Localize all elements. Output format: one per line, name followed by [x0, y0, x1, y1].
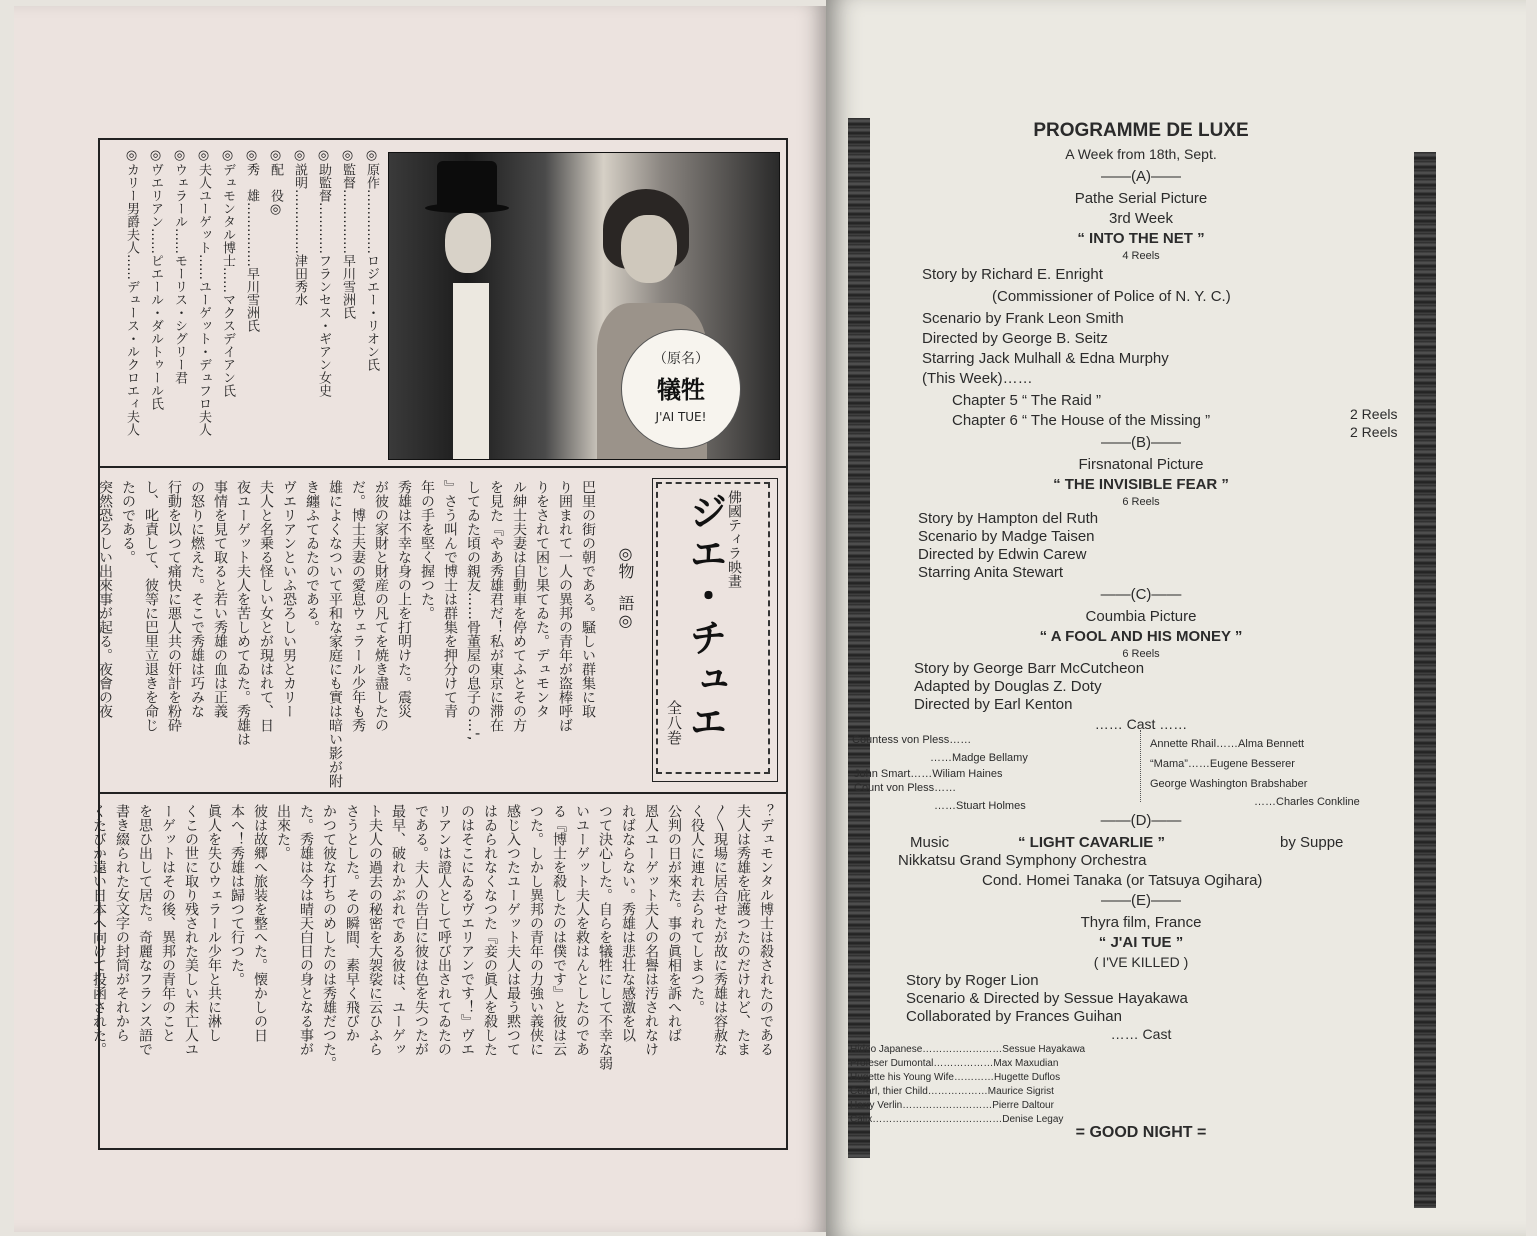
chapter-6-reels: 2 Reels — [1350, 424, 1398, 440]
section-d-composer: by Suppe — [1280, 834, 1344, 851]
vertical-text-line: 彼は故郷へ旅装を整へた。懐かしの日 — [252, 804, 268, 1042]
section-c-reels: 6 Reels — [1122, 648, 1160, 660]
vertical-text-line: ◎監督……………早川雪洲氏 — [340, 148, 355, 319]
section-a-credit: Story by Richard E. Enright — [922, 266, 1103, 283]
film-still-photo — [388, 152, 780, 460]
synopsis-heading: ◎物 語◎ — [616, 544, 635, 630]
section-e-credit: Story by Roger Lion — [906, 972, 1039, 989]
cast-line: ……Charles Conkline — [1254, 796, 1360, 808]
vertical-text-line: ◎助監督…………フランセス・ギアン女史 — [316, 148, 331, 397]
vertical-text-line: 事情を見て取ると若い秀雄の血は正義 — [212, 480, 228, 718]
section-d-conductor: Cond. Homei Tanaka (or Tatsuya Ogihara) — [982, 872, 1263, 889]
cast-line: Harry Verlin………………………Pierre Daltour — [850, 1100, 1054, 1111]
vertical-text-line: を思ひ出して居た。奇麗なフランス語で — [137, 804, 153, 1056]
vertical-text-line: ◎原作……………ロジエー・リオン氏 — [364, 148, 379, 371]
actor-face-shape — [445, 213, 491, 273]
vertical-text-line: くこの世に取り残された美しい未亡人ユ — [183, 804, 199, 1056]
section-e-title: “ J'AI TUE ” — [1098, 934, 1184, 951]
vertical-text-line: 眞人を失ひウェラール少年と共に淋し — [206, 804, 222, 1042]
vertical-text-line: 書き綴られた女文字の封筒がそれから — [114, 804, 130, 1042]
vertical-text-line: 』さう叫んで博士は群集を押分けて青 — [442, 480, 458, 718]
section-c-title: “ A FOOL AND HIS MONEY ” — [1039, 628, 1243, 645]
right-page-programme — [826, 0, 1526, 1236]
vertical-text-line: つて決心した。自らを犠牲にして不幸な弱 — [597, 804, 613, 1070]
cast-line: Annette Rhail……Alma Bennett — [1150, 738, 1305, 750]
cast-line: Countess von Pless…… — [852, 734, 972, 746]
chapter-5: Chapter 5 “ The Raid ” — [952, 392, 1101, 409]
badge-original-label: （原名） — [653, 351, 709, 367]
vertical-text-line: だ。博士夫妻の愛息ウェラール少年も秀 — [350, 480, 366, 732]
hat-brim-shape — [425, 203, 509, 213]
section-e-credit: Collaborated by Frances Guihan — [906, 1008, 1122, 1025]
section-e-credit: Scenario & Directed by Sessue Hayakawa — [906, 990, 1188, 1007]
section-b-company: Firsnatonal Picture — [1078, 456, 1204, 473]
section-d-marker: ——(D)—— — [1100, 812, 1182, 829]
section-b-credit: Scenario by Madge Taisen — [918, 528, 1095, 545]
vertical-text-line: ◎デュモンタル博士……マクスデイアン氏 — [220, 148, 235, 397]
badge-title: 犠牲 — [657, 376, 705, 404]
vertical-text-line: ◎カリー男爵夫人……デュース・ルクロエィ夫人 — [124, 148, 139, 436]
left-page-japanese — [14, 6, 826, 1232]
cast-line: Hideo Japanese……………………Sessue Hayakawa — [850, 1044, 1086, 1055]
vertical-text-line: 行動を以つて痛快に悪人共の奸計を粉砕 — [166, 480, 182, 732]
vertical-text-line: 年の手を堅く握つた。 — [419, 480, 435, 620]
decorative-border-left — [848, 118, 870, 1158]
vertical-text-line: たのである。 — [120, 480, 136, 564]
cast-line: Count von Pless…… — [854, 782, 957, 794]
vertical-text-line: る『博士を殺したのは僕です』と彼は云 — [551, 804, 567, 1056]
actress-face-shape — [621, 215, 677, 283]
vertical-text-line: ◎ヴエリアン……ピエール・ダルトゥール氏 — [148, 148, 163, 410]
cast-line: “Mama”……Eugene Besserer — [1150, 758, 1295, 770]
programme-subtitle: A Week from 18th, Sept. — [1065, 146, 1217, 162]
vertical-text-line: 秀雄は不幸な身の上を打明けた。震災 — [396, 480, 412, 718]
vertical-text-line: 雄によくなついて平和な家庭にも實は暗い影が附 — [327, 480, 343, 788]
section-c-cast-heading: …… Cast …… — [1094, 716, 1188, 732]
vertical-text-line: リアンは證人として呼び出されてゐたの — [436, 804, 452, 1056]
vertical-text-line: が彼の家財と財産の凡てを焼き盡したの — [373, 480, 389, 732]
section-d-title: “ LIGHT CAVARLIE ” — [1018, 834, 1165, 851]
vertical-text-line: かつて彼な打ちのめしたのは秀雄だつた。 — [321, 804, 337, 1070]
section-e-subtitle: ( I'VE KILLED ) — [1093, 954, 1189, 970]
section-b-marker: ——(B)—— — [1101, 434, 1181, 451]
chapter-5-reels: 2 Reels — [1350, 406, 1398, 422]
vertical-text-line: 夫人と名乗る怪しい女とが現はれて、日 — [258, 480, 274, 732]
badge-english-title: J'AI TUE! — [655, 410, 707, 424]
vertical-text-line: 公判の日が來た。事の眞相を訴へれば — [666, 804, 682, 1042]
section-a-week: 3rd Week — [1109, 210, 1173, 227]
film-title-japanese: ジエ・チュエ — [683, 492, 727, 744]
vertical-text-line: ればならない。秀雄は悲壮な感激を以 — [620, 804, 636, 1042]
photo-title-badge — [621, 329, 741, 449]
programme-content — [850, 112, 1412, 1152]
vertical-text-line: はゐられなくなつた『妾の眞人を殺した — [482, 804, 498, 1056]
vertical-text-line: た。秀雄は今は晴天白日の身となる事が — [298, 804, 314, 1056]
section-c-company: Coumbia Picture — [1085, 608, 1197, 625]
cast-line: John Smart……Wiliam Haines — [854, 768, 1003, 780]
cast-line: Cerarl, thier Child………………Maurice Sigrist — [850, 1086, 1054, 1097]
section-a-credit: Starring Jack Mulhall & Edna Murphy — [922, 350, 1169, 367]
decorative-border-right — [1414, 152, 1436, 1208]
reel-count: 全八巻 — [665, 700, 683, 745]
section-a-title: “ INTO THE NET ” — [1077, 230, 1205, 247]
vertical-text-line: 突然恐ろしい出來事が起る。夜會の夜 — [97, 480, 113, 718]
vertical-text-line: ◎夫人ユーゲット……ユーゲット・デュフロ夫人 — [196, 148, 211, 436]
vertical-text-line: 巴里の街の朝である。騒しい群集に取 — [580, 480, 596, 718]
section-b-reels: 6 Reels — [1122, 496, 1160, 508]
cast-line: Calix…………………………………Denise Legay — [850, 1114, 1064, 1125]
programme-footer: = GOOD NIGHT = — [1075, 1124, 1207, 1141]
section-b-credit: Directed by Edwin Carew — [918, 546, 1087, 563]
section-c-credit: Story by George Barr McCutcheon — [914, 660, 1145, 677]
vertical-text-line: りをされて困じ果てゐた。デュモンタ — [534, 480, 550, 718]
vertical-text-line: ル紳士夫妻は自動車を停めてふとその方 — [511, 480, 527, 732]
section-b-title: “ THE INVISIBLE FEAR ” — [1053, 476, 1229, 493]
article-frame — [91, 138, 788, 1150]
section-a-credit: (Commissioner of Police of N. Y. C.) — [992, 288, 1231, 305]
studio-label: 佛國ティラ映畫 — [726, 490, 742, 588]
section-d-orchestra: Nikkatsu Grand Symphony Orchestra — [898, 852, 1147, 869]
section-e-company: Thyra film, France — [1080, 914, 1202, 931]
vertical-text-line: くたびか遠い日本へ向けて投函された。 — [91, 804, 107, 1056]
programme-title: PROGRAMME DE LUXE — [1033, 120, 1249, 141]
vertical-text-line: いユーゲット夫人を救はんとしたのであ — [574, 804, 590, 1056]
vertical-text-line: 本へ！秀雄は歸つて行つた。 — [229, 804, 245, 986]
chapter-6: Chapter 6 “ The House of the Missing ” — [952, 412, 1211, 429]
vertical-text-line: 最早、破れかぶれである彼は、ユーゲッ — [390, 804, 406, 1056]
vertical-text-line: 夜ユーゲット夫人を苦しめてゐた。秀雄は — [235, 480, 251, 746]
vertical-text-line: を見た『やあ秀雄君だ！私が東京に滞在 — [488, 480, 504, 732]
top-hat-shape — [437, 161, 497, 207]
synopsis-top-block — [97, 480, 598, 788]
vertical-text-line: の怒りに燃えた。そこで秀雄は巧みな — [189, 480, 205, 718]
vertical-text-line: である。夫人の告白に彼は色を失つたが — [413, 804, 429, 1056]
vertical-text-line: 夫人は秀雄を庇護つたのだけれど、たま — [735, 804, 751, 1056]
vertical-text-line: ◎説明……………津田秀水 — [292, 148, 307, 306]
vertical-text-line: さうとした。その瞬間、素早く飛びか — [344, 804, 360, 1042]
vertical-text-line: ◎秀 雄……………早川雪洲氏 — [244, 148, 259, 332]
vertical-text-line: ーゲットはその後、異邦の青年のこと — [160, 804, 176, 1042]
section-a-reels: 4 Reels — [1122, 250, 1160, 262]
vertical-text-line: く役人に連れ去られてしまつた。 — [689, 804, 705, 1014]
shirt-front-shape — [453, 283, 489, 459]
section-c-credit: Adapted by Douglas Z. Doty — [914, 678, 1102, 695]
vertical-text-line: 感じ入つたユーゲット夫人は最う黙つて — [505, 804, 521, 1056]
vertical-text-line: のはそこにゐるヴエリアンです！』ヴエ — [459, 804, 475, 1056]
vertical-text-line: ◎ウェラール……モーリス・シグリー君 — [172, 148, 187, 384]
vertical-text-line: ？デュモンタル博士は殺されたのである — [758, 804, 774, 1056]
vertical-text-line: 出來た。 — [275, 804, 291, 860]
section-d-music-label: Music — [910, 834, 950, 851]
cast-line: Hugette his Young Wife…………Hugette Duflos — [850, 1072, 1061, 1083]
vertical-text-line: ト夫人の過去の秘密を大袈裟に云ひふら — [367, 804, 383, 1056]
vertical-text-line: き纏ふてゐたのである。 — [304, 480, 320, 634]
vertical-text-line: 恩人ユーゲット夫人の名譽は汚されなけ — [643, 804, 659, 1056]
section-a-credit: Scenario by Frank Leon Smith — [922, 310, 1124, 327]
section-a-company: Pathe Serial Picture — [1074, 190, 1208, 207]
vertical-text-line: ヴエリアンといふ恐ろしい男とカリー — [281, 480, 297, 718]
vertical-text-line: し、叱責して、彼等に巴里立退きを命じ — [143, 480, 159, 732]
vertical-text-line: 〳〵現場に居合せたが故に秀雄は容赦な — [712, 804, 728, 1056]
cast-line: Profeser Dumontal………………Max Maxudian — [850, 1058, 1059, 1069]
divider-line — [100, 792, 786, 794]
section-e-marker: ——(E)—— — [1101, 892, 1181, 909]
section-b-credit: Starring Anita Stewart — [918, 564, 1064, 581]
synopsis-bottom-block — [91, 804, 776, 1140]
vertical-text-line: り囲まれて一人の異邦の青年が盗棒呼ば — [557, 480, 573, 732]
cast-line: George Washington Brabshaber — [1150, 778, 1308, 790]
cast-line: ……Madge Bellamy — [930, 752, 1028, 764]
section-c-credit: Directed by Earl Kenton — [914, 696, 1073, 713]
cast-line: ……Stuart Holmes — [934, 800, 1026, 812]
section-e-cast-heading: …… Cast — [1110, 1026, 1172, 1042]
divider-line — [100, 466, 786, 468]
section-b-credit: Story by Hampton del Ruth — [918, 510, 1099, 527]
credits-column — [104, 148, 382, 458]
vertical-text-line: してゐた頃の親友……骨董屋の息子の…', — [465, 480, 481, 741]
vertical-text-line: ◎配 役◎ — [268, 148, 283, 217]
cast-divider — [1140, 730, 1141, 802]
vertical-text-line: つた。しかし異邦の青年の力強い義侠に — [528, 804, 544, 1056]
section-c-marker: ——(C)—— — [1100, 586, 1182, 603]
section-a-credit: Directed by George B. Seitz — [922, 330, 1108, 347]
section-a-marker: ——(A)—— — [1101, 168, 1181, 185]
section-a-credit: (This Week)…… — [922, 370, 1033, 387]
